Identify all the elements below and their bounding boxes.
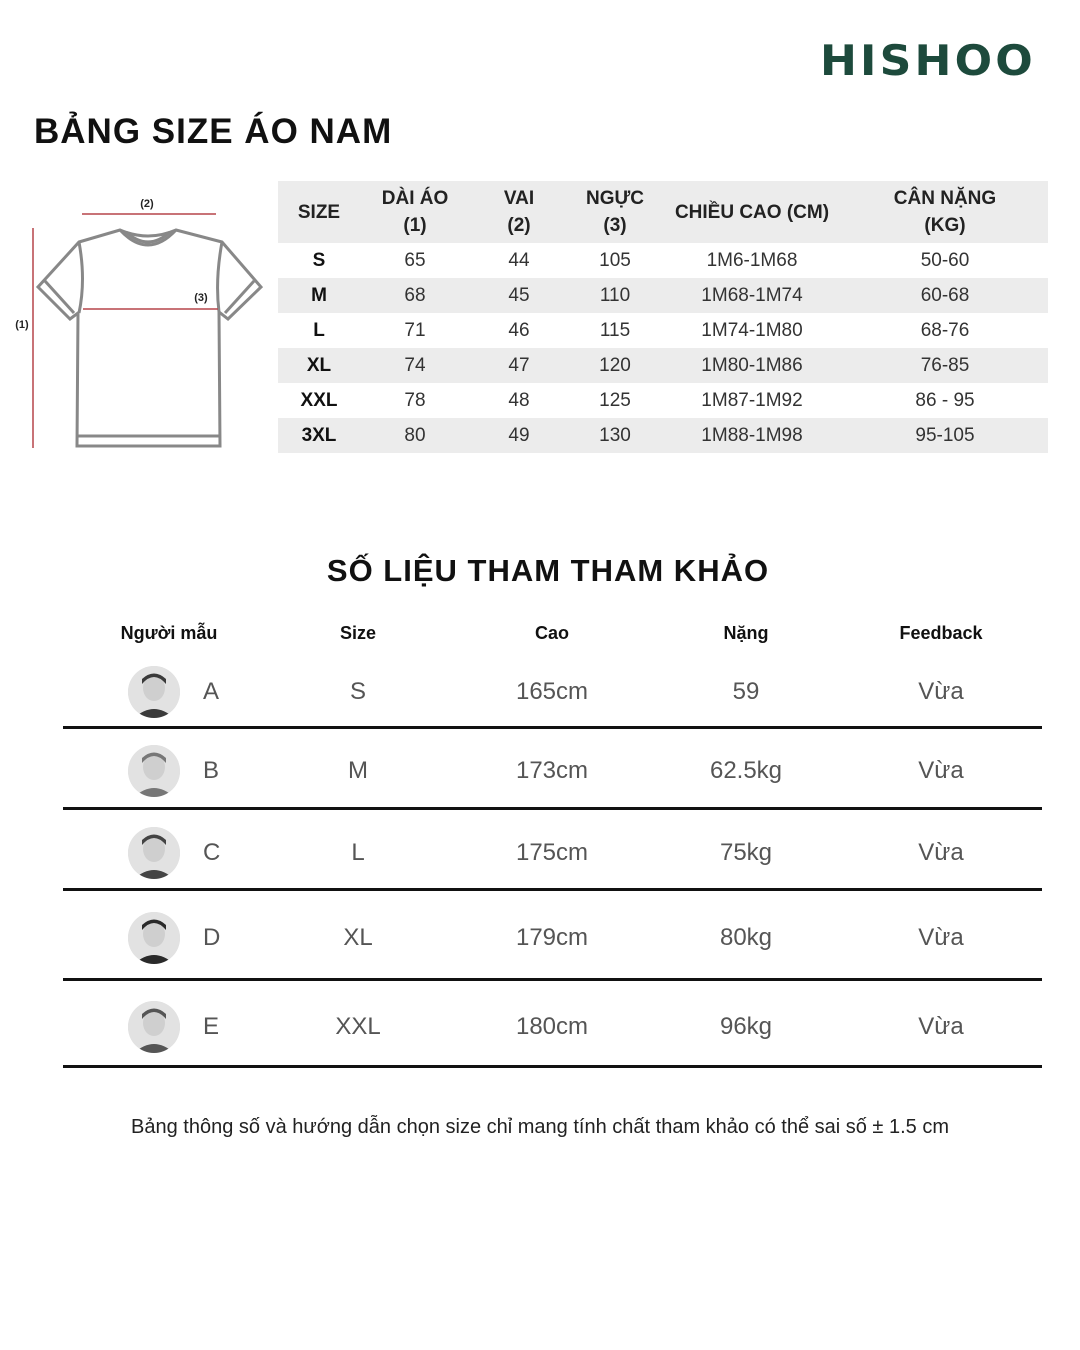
model-weight: 80kg — [719, 924, 773, 951]
tshirt-diagram — [0, 180, 280, 460]
size-row — [278, 383, 1048, 418]
model-height: 175cm — [515, 839, 589, 866]
col-header-feedback: Feedback — [899, 623, 983, 643]
value-cell: 115 — [599, 319, 631, 341]
value-cell: 50-60 — [920, 249, 970, 271]
model-avatar — [128, 1001, 180, 1053]
model-size: S — [349, 678, 367, 705]
row-divider — [63, 726, 1042, 729]
size-row — [278, 418, 1048, 453]
model-size: M — [348, 757, 368, 784]
value-cell: 1M87-1M92 — [701, 389, 803, 411]
model-feedback: Vừa — [918, 1013, 964, 1040]
header-cell: SIZE — [278, 181, 360, 243]
value-cell: 60-68 — [842, 278, 1048, 313]
value-cell: 120 — [568, 348, 662, 383]
row-divider — [63, 1065, 1042, 1068]
size-cell: M — [278, 278, 360, 313]
value-cell: 74 — [360, 348, 470, 383]
model-height: 179cm — [515, 924, 589, 951]
value-cell: 1M88-1M98 — [662, 418, 842, 453]
col-header-model: Người mẫu — [120, 623, 218, 643]
length-label: (1) — [15, 319, 29, 331]
size-table — [278, 181, 1048, 453]
model-name: D — [203, 924, 221, 951]
model-height: 180cm — [515, 1013, 589, 1040]
header-cell: NGỰC (3) — [568, 181, 662, 243]
chest-label: (3) — [194, 292, 208, 304]
value-cell: 76-85 — [842, 348, 1048, 383]
model-avatar — [128, 827, 180, 879]
size-row — [278, 313, 1048, 348]
row-divider — [63, 807, 1042, 810]
row-divider — [63, 978, 1042, 981]
value-cell: 45 — [470, 278, 568, 313]
brand-logo: HISHOO — [820, 36, 1036, 85]
size-cell: 3XL — [278, 418, 360, 453]
model-feedback: Vừa — [918, 757, 964, 784]
value-cell: 68-76 — [920, 319, 970, 341]
size-row — [278, 348, 1048, 383]
value-cell: 130 — [568, 418, 662, 453]
col-header-size: Size — [339, 623, 377, 643]
value-cell: 65 — [404, 249, 426, 271]
model-size: XXL — [335, 1013, 381, 1040]
model-name: A — [203, 678, 220, 705]
model-avatar — [128, 666, 180, 718]
model-size: L — [351, 839, 365, 866]
size-row — [278, 243, 1048, 278]
model-weight: 75kg — [719, 839, 773, 866]
value-cell: 110 — [568, 278, 662, 313]
model-avatar — [128, 745, 180, 797]
col-header-weight: Nặng — [723, 623, 769, 643]
value-cell: 1M80-1M86 — [662, 348, 842, 383]
size-cell: XXL — [300, 389, 338, 411]
model-name: C — [203, 839, 221, 866]
value-cell: 80 — [360, 418, 470, 453]
value-cell: 48 — [508, 389, 530, 411]
value-cell: 46 — [508, 319, 530, 341]
model-avatar — [128, 912, 180, 964]
col-header-height: Cao — [534, 623, 570, 643]
model-name: E — [203, 1013, 220, 1040]
model-weight: 62.5kg — [709, 757, 783, 784]
reference-title: SỐ LIỆU THAM THAM KHẢO — [326, 553, 770, 588]
size-cell: S — [312, 249, 326, 271]
model-size: XL — [343, 924, 373, 951]
model-name: B — [203, 757, 220, 784]
model-feedback: Vừa — [918, 924, 964, 951]
model-height: 173cm — [515, 757, 589, 784]
size-row — [278, 278, 1048, 313]
header-cell: CHIỀU CAO (CM) — [662, 181, 842, 243]
value-cell: 68 — [360, 278, 470, 313]
size-cell: XL — [278, 348, 360, 383]
row-divider — [63, 888, 1042, 891]
value-cell: 78 — [404, 389, 426, 411]
value-cell: 47 — [470, 348, 568, 383]
model-feedback: Vừa — [918, 839, 964, 866]
model-feedback: Vừa — [918, 678, 964, 705]
size-table-header — [278, 181, 1048, 243]
header-cell: DÀI ÁO (1) — [360, 181, 470, 243]
value-cell: 95-105 — [842, 418, 1048, 453]
value-cell: 86 - 95 — [915, 389, 975, 411]
header-cell: VAI (2) — [470, 181, 568, 243]
model-weight: 96kg — [719, 1013, 773, 1040]
page-title: BẢNG SIZE ÁO NAM — [34, 112, 393, 151]
value-cell: 1M74-1M80 — [701, 319, 803, 341]
value-cell: 44 — [508, 249, 530, 271]
disclaimer-note: Bảng thông số và hướng dẫn chọn size chỉ mang tính chất tham khảo có thể sai số ± 1.5 cm — [131, 1116, 949, 1138]
model-height: 165cm — [515, 678, 589, 705]
value-cell: 105 — [599, 249, 631, 271]
size-cell: L — [313, 319, 325, 341]
model-weight: 59 — [732, 678, 760, 705]
value-cell: 49 — [470, 418, 568, 453]
value-cell: 125 — [599, 389, 631, 411]
value-cell: 1M6-1M68 — [706, 249, 798, 271]
header-cell: CÂN NẶNG (KG) — [842, 181, 1048, 243]
shoulder-label: (2) — [140, 198, 154, 210]
value-cell: 1M68-1M74 — [662, 278, 842, 313]
tshirt-outline — [38, 230, 261, 446]
value-cell: 71 — [404, 319, 426, 341]
